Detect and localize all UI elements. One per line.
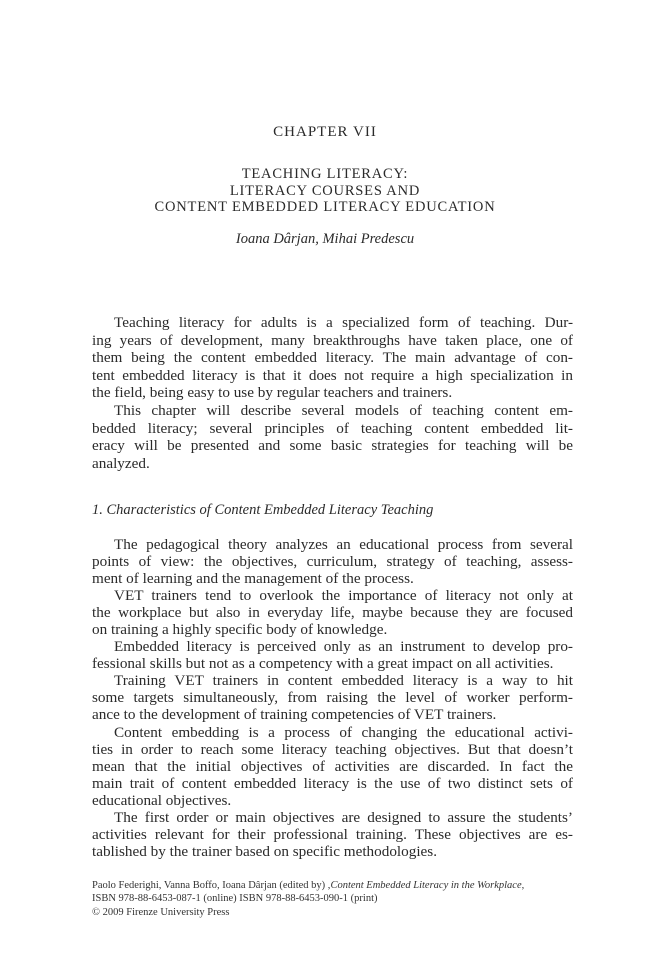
paragraph — [92, 587, 573, 638]
text-line: Teaching literacy for adults is a specialized form of teaching. Dur- — [114, 314, 573, 331]
text-line: ties in order to reach some literacy teaching objectives. But that doesn’t — [92, 740, 573, 758]
paragraph — [92, 672, 573, 723]
chapter-authors: Ioana Dârjan, Mihai Predescu — [235, 231, 415, 247]
text-line: fessional skills but not as a competency with a great impact on all activities. — [92, 655, 554, 673]
text-line: The first order or main objectives are designed to assure the students’ — [114, 808, 573, 826]
footer-citation-prefix: Paolo Federighi, Vanna Boffo, Ioana Dârjan (edited by) , — [92, 880, 331, 891]
chapter-title-line: CONTENT EMBEDDED LITERACY EDUCATION — [154, 199, 496, 216]
text-line: on training a highly specific body of knowledge. — [92, 621, 388, 639]
section-text — [92, 536, 573, 860]
chapter-label: CHAPTER VII — [273, 124, 377, 140]
page-footer — [92, 879, 524, 919]
text-line: Embedded literacy is perceived only as an instrument to develop pro- — [114, 638, 573, 656]
footer-copyright: © 2009 Firenze University Press — [92, 906, 230, 918]
text-line: some targets simultaneously, from raising the level of worker perform- — [92, 689, 573, 707]
text-line: VET trainers tend to overlook the importance of literacy not only at — [114, 587, 573, 605]
text-line: bedded literacy; several principles of teaching content embedded lit- — [92, 419, 573, 437]
footer-isbn: ISBN 978-88-6453-087-1 (online) ISBN 978-88-6453-090-1 (print) — [92, 893, 378, 905]
text-line: points of view: the objectives, curriculum, strategy of teaching, assess- — [92, 553, 573, 571]
text-line: the field, being easy to use by regular teachers and trainers. — [92, 384, 453, 402]
paragraph — [92, 536, 573, 587]
text-line: The pedagogical theory analyzes an educational process from several — [114, 536, 573, 553]
text-line: ment of learning and the management of the process. — [92, 570, 414, 588]
paragraph — [92, 314, 573, 402]
paragraph — [92, 638, 573, 672]
footer-citation — [92, 879, 524, 892]
text-line: eracy will be presented and some basic strategies for teaching will be — [92, 437, 573, 455]
text-line: analyzed. — [92, 454, 150, 472]
text-line: educational objectives. — [92, 791, 232, 809]
text-line: the workplace but also in everyday life, maybe because they are focused — [92, 604, 573, 622]
intro-text — [92, 314, 573, 472]
text-line: Content embedding is a process of changing the educational activi- — [114, 723, 573, 741]
text-line: ing years of development, many breakthroughs have taken place, one of — [92, 331, 573, 349]
section-heading: 1. Characteristics of Content Embedded Literacy Teaching — [92, 502, 434, 518]
text-line: mean that the initial objectives of activities are discarded. In fact the — [92, 757, 573, 775]
paragraph — [92, 809, 573, 860]
text-line: main trait of content embedded literacy is the use of two distinct sets of — [92, 774, 573, 792]
text-line: This chapter will describe several models of teaching content em- — [114, 401, 573, 419]
text-line: them being the content embedded literacy. The main advantage of con- — [92, 349, 573, 367]
footer-book-title: Content Embedded Literacy in the Workplace, — [330, 880, 525, 891]
paragraph — [92, 402, 573, 472]
paragraph — [92, 724, 573, 809]
text-line: activities relevant for their professional training. These objectives are es- — [92, 825, 573, 843]
text-line: tablished by the trainer based on specific methodologies. — [92, 842, 437, 860]
chapter-title-line: LITERACY COURSES AND — [229, 182, 421, 199]
text-line: Training VET trainers in content embedded literacy is a way to hit — [114, 672, 573, 690]
chapter-title-line: TEACHING LITERACY: — [241, 166, 409, 182]
text-line: tent embedded literacy is that it does not require a high specialization in — [92, 366, 573, 384]
text-line: ance to the development of training competencies of VET trainers. — [92, 706, 497, 724]
